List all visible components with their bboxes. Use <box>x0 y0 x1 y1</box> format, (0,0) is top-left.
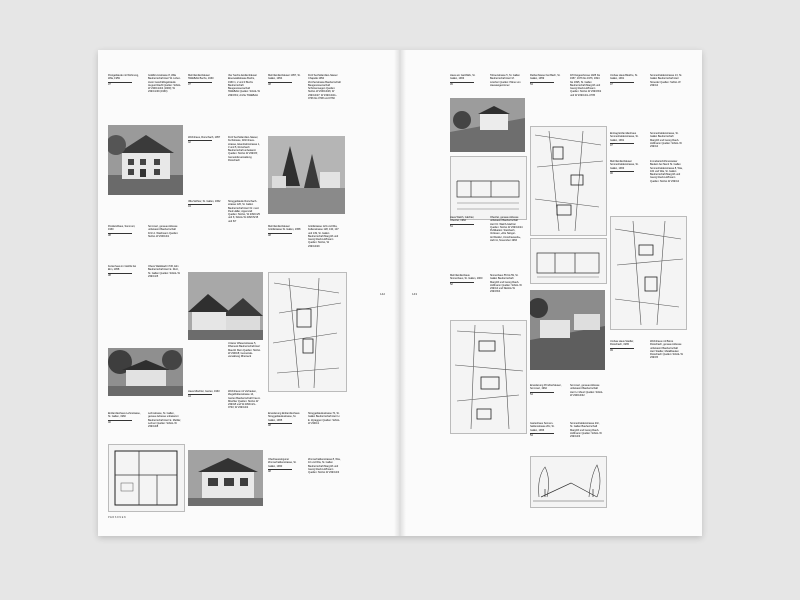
sketch-drawing <box>530 456 607 508</box>
list-item: Stroggebäude Rorschachstrasse 126, St. Gallen Bauherrschaft Herr Dr. med. Paul Häller, Appenzell Quellen: StAGL, W 239/C1/5 und 6; StAGL W 239/C5/15 und 6/7 <box>228 200 260 223</box>
site-plan-large <box>530 126 607 236</box>
list-item: Reihenhäuser bei Bach, St. Gallen, 1959 53 <box>530 74 561 86</box>
list-item: Ferienhaus im Gätzlis bei Elm, 1958 38 <box>108 265 137 277</box>
list-item: Oberhauswinguner Zimmerhaldenstrasse, St. Gallen, 1960 48 <box>268 458 297 473</box>
list-item: Mehrfamilienhäuser Sonnenhaldenstrasse, St. Gallen, 1963 46 <box>610 160 639 175</box>
apartment-photo <box>530 290 605 370</box>
list-item: Wohnhaus mit Büros Rorschach, genaue Adresse unbekannt Bauherrschaft Herr Stadler, Metallbauten Rorschach Quellen: StAGL W 239/C5 <box>650 340 683 360</box>
modern-house-photo <box>188 450 263 506</box>
list-item: Toboerstrasse 5, St. Gallen Bauherrschaft Herr M. Löscher Quellen: Pläne von Hausseigentümer <box>490 74 521 87</box>
left-page <box>98 50 400 536</box>
list-item: Eintrag Einfamilienhaus Sonnenhaldenstrasse, St. Gallen, 1961 47 <box>610 132 639 147</box>
list-item: Villa Stöhrer, St. Gallen, 1952 43 <box>188 200 221 209</box>
list-item: Haus am Gatzblick, St. Gallen, 1963 45 <box>450 74 476 86</box>
list-item: Sonnenhaldenstrasse, St. Gallen Bauherrschaft Margrith und Georg Rauh-Hoffmann Quellen: StAGL W 239/C4 <box>650 132 682 149</box>
list-item: Lehnstrasse, St. Gallen, genaue Adresse unbekannt Bauherrschaft Herr E. Meßler, Lehner Quellen: StAGL W 239/C4/8 <box>148 412 182 429</box>
list-item: Mehrfamilienhaus Sinnenhaus, St. Gallen, 1960 52 <box>450 274 483 286</box>
list-item: Unterer Wiesenstrasse 5, Rheineck Bauherrschaft Herr Mauritz Klein Quellen: StAGL W 239/C8; Gemeindeverwaltung Rheineck <box>228 342 261 359</box>
list-item: Goldbrunnstrasse 8, Wila Bauherrschaft Herr W. Lüber-Hunn Geschäftsgebäude August Raufli Quellen: StAGL W 239/C1/4/4 (1960); W 239/C1/39 (1960) <box>148 74 181 94</box>
list-item: Mehrfamilienhäuser Grütlistrasse St. Gallen, 1958 48 <box>268 225 301 237</box>
site-plan <box>268 272 347 392</box>
list-item: Fünf Sechsfamilien-häuser, Kurfstrasse, Wohnhausstrasse, Eisenbahnstrasse 1, 3 und 5, Rorschach Bauherrschaft unbekannt Quellen: StAGL W 239/C5; Gemeindeverwaltung Rorschach <box>228 136 260 163</box>
page-number: 142 <box>380 292 386 296</box>
list-item: 18 Dreigeschosse 1925 bis 1957, 1976 bis 1976, 1994 bis 1995, St. Gallen Bauherrschaft Margrith und Georg Rauh-Hoffmann Quellen: StAGL W 239/C5/2 und W 239/C4/1–0705 <box>570 74 602 97</box>
list-item: Einfamilienhaus Lehnstrasse, St. Gallen, 1960 40 <box>108 412 141 424</box>
right-page <box>400 50 702 536</box>
list-item: Umbau Haus Stadler, Rorschach, 1965 49 <box>610 340 634 352</box>
list-item: Sonnenhaldenstrasse 13, St. Gallen Bauherrschaft Herr Stroeder Quellen: StAGL W 239/C4 <box>650 74 682 87</box>
page-number: 143 <box>412 292 418 296</box>
list-item: Wohnhaus, Rorschach, 1957 42 <box>188 136 221 145</box>
list-item: Sommeri, genaue Adresse unbekannt Bauherrschaft Herr H. Meuri Quellen: StAGL W 239/C4/32 <box>570 384 603 397</box>
site-plan-long <box>450 320 527 434</box>
list-item: Wohnhaus mit Vorhauten, Ziegelhüttenstrasse 14, Gerten Bauherrschaft Frau A. Mischler Quellen: StAGL W 239/C8 und W 239/C4/1–0733; W 239/C4/2 <box>228 390 261 410</box>
list-item: Haus Walch, Gächter, Oberriet, 1962 51 <box>450 216 475 228</box>
list-item: Erweiterung Prinzberhäuser, Sommeri, 1962 54 <box>530 384 562 396</box>
house-photo <box>108 125 183 195</box>
book-spread <box>98 50 702 536</box>
list-item: Fünf Sechsfamilien-häuser Chapelle 1954 Zürcherstrasse Bauherrschaft Baugenossenschaft Schönenwegen Quellen: StAGL W 239/C4/26; W 239/C4/27; W 239/C4/24–0736 bis 0738 und 0760 <box>308 74 341 101</box>
page-footer: PERSONEN <box>108 516 127 519</box>
list-item: Grütlistrasse 124 und Wia, Fellenstrasse 128, 130, 137 und 139, St. Gallen Bauherrschaft Margrith und Georg Rauh-Hoffmann Quellen: StAGL, W 239/C4/29 <box>308 225 339 248</box>
list-item: Umbau Haus Bleiche, St. Gallen, 1961 47 <box>610 74 638 86</box>
list-item: Immebarschöhnerweiser Baulein bei Sienti St. Gallen Sonnenhaldenstrasse 8, Wia, 10b und Wia, St. Gallen Bauherrschaft Margrith und Georg Rauh-Hoffmann Quellen: StAGL W 239/C4 <box>650 160 683 183</box>
elevation-drawing <box>530 238 607 284</box>
site-plan <box>610 216 687 330</box>
list-item: Postlandhaus, Sommeri, 1960 38 <box>108 225 136 237</box>
elevation-drawing <box>450 156 527 220</box>
bungalow-photo <box>108 348 183 396</box>
list-item: Oberriet, genaue Adresse unbekannt Bauherrschaft Herr Dr. Walch-Gächter Quellen: StAGL W 239/C4/24 Publikation: Steinbach, Vorlesen, «Die Sänger-Architektur, Umschauwerk», Heft 11, November 1966 <box>490 216 523 243</box>
estate-photo <box>268 136 345 214</box>
list-item: Erweiterung Einfamilienhaus Stroggebäudestrasse, St. Gallen, 1965 48 <box>268 412 300 427</box>
list-item: Postgebäude mit Wohnung, Wila, 1959 37 <box>108 74 139 86</box>
list-item: Haus Mischler, Gerten, 1963 44 <box>188 390 220 399</box>
list-item: Sonnenhaldenstrasse 20c, St. Gallen Bauherrschaft Margrith und Georg Rauh-Hoffmann Quellen: StAGL W 239/C4/3 <box>570 422 602 439</box>
list-item: Obere Waldstadt 1736, Elm Bauherrschaft Herr E. Rutz, St. Gallen Quellen: StAGL W 239/C1/5 <box>148 265 180 278</box>
list-item: Mehrfamilienhäuser SWEBAH Buchs, 1960 37 <box>188 74 214 86</box>
floor-plan <box>108 444 185 512</box>
book-gutter <box>394 50 406 536</box>
list-item: Sommeri, genaue Adresse unbekannt Bauherrschaft Fritz A. Weidmann Quellen: StAGL W 239/C4/1 <box>148 225 179 238</box>
hillside-house-photo <box>450 98 525 152</box>
list-item: Stroggebäudestrasse 7b, St. Gallen Bauherrschaft Herr H. E. Zgraggen Quellen: StAGL W 239/C1 <box>308 412 341 425</box>
list-item: Mehrfamilienhäuser 1957, St. Gallen, 1954 48 <box>268 74 301 86</box>
list-item: Gartenhaus Sonnenhaldenstrasse 20c, St. Gallen, 1966 54 <box>530 422 555 437</box>
list-item: Sinnenhaus 55 bis 59, St. Gallen Bauherrschaft Margrith und Georg Rauh-Hoffmann Quellen: StAGL W 239/C4 und SEAGL W 239/C5/4 <box>490 274 522 294</box>
list-item: Zimmerhaldenstrasse 8, Wia, 10 und Wia, St. Gallen Bauherrschaft Margrith und Georg Rauh-Hoffmann Quellen: StAGL W 239/C4/3 <box>308 458 341 475</box>
list-item: Vier Sechs-familienhäuser Eisenwallstrasse Buchs, 1960 1, 2 und 3 Buchs Bauherrschaft Baugenossenschaft SWEBAH Quellen: StAGL W 239/C5/1; Archiv SWEBAH <box>228 74 260 97</box>
houses-photo <box>188 272 263 340</box>
